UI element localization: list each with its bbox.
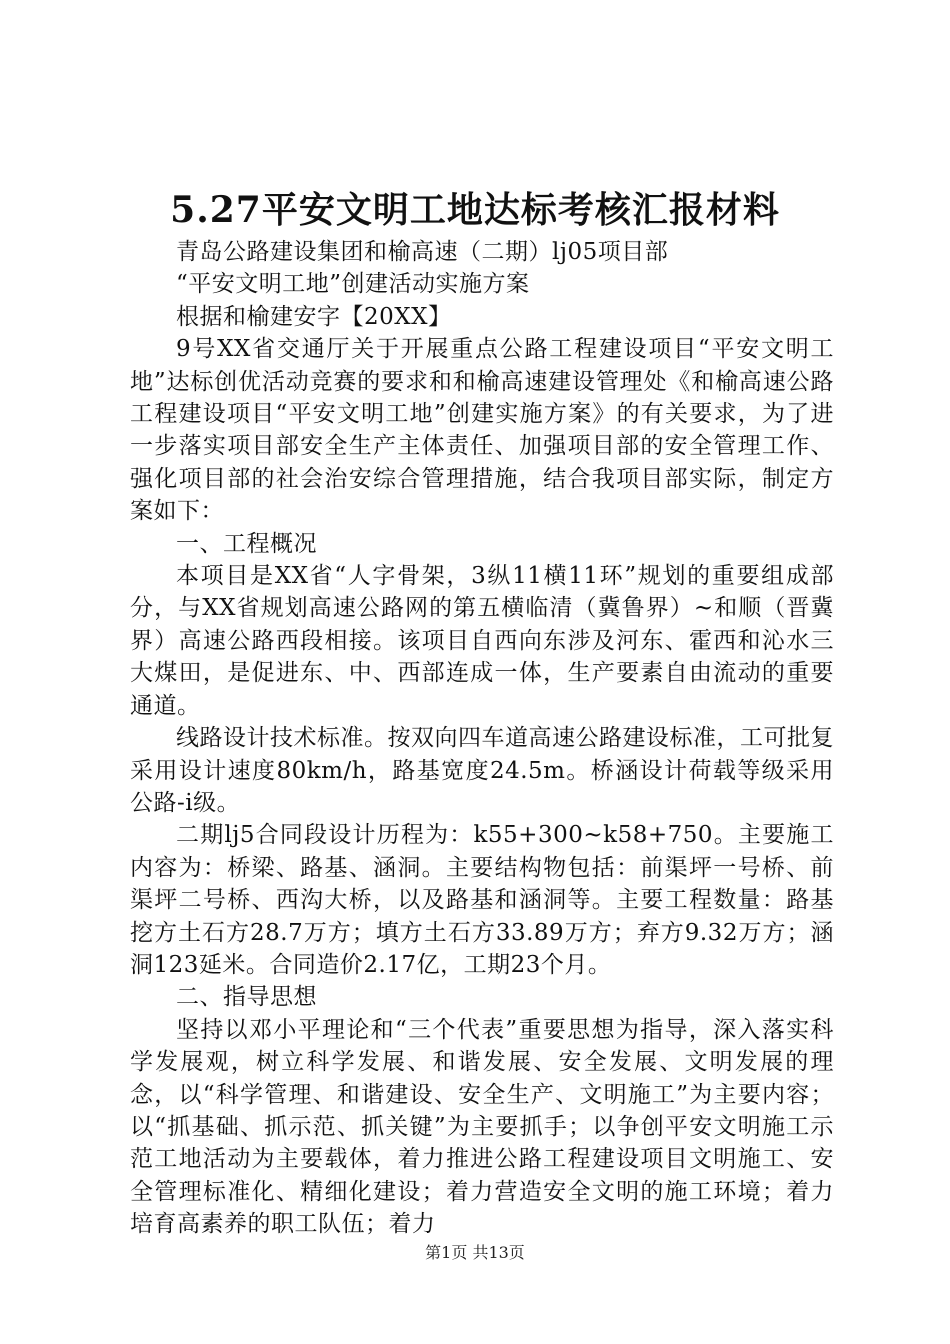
paragraph-basis: 根据和榆建安字【20XX】	[176, 303, 452, 330]
paragraph-plan-name: “平安文明工地”创建活动实施方案	[176, 271, 530, 298]
document-body	[130, 236, 834, 1241]
paragraph-standard: 线路设计技术标准。按双向四车道高速公路建设标准，工可批复采用设计速度80km/h，路基宽度24.5m。桥涵设计荷载等级采用公路-i级。	[130, 725, 834, 816]
document-title: 5.27平安文明工地达标考核汇报材料	[170, 189, 780, 231]
paragraph-guidance: 坚持以邓小平理论和“三个代表”重要思想为指导，深入落实科学发展观，树立科学发展、和谐发展、安全发展、文明发展的理念，以“科学管理、和谐建设、安全生产、文明施工”为主要内容；以“抓基础、抓示范、抓关键”为主要抓手；以争创平安文明施工示范工地活动为主要载体，着力推进公路工程建设项目文明施工、安全管理标准化、精细化建设；着力营造安全文明的施工环境；着力培育高素养的职工队伍；着力	[130, 1016, 834, 1238]
paragraph-intro: 9号XX省交通厅关于开展重点公路工程建设项目“平安文明工地”达标创优活动竞赛的要求和和榆高速建设管理处《和榆高速公路工程建设项目“平安文明工地”创建实施方案》的有关要求，为了进一步落实项目部安全生产主体责任、加强项目部的安全管理工作、强化项目部的社会治安综合管理措施，结合我项目部实际，制定方案如下：	[130, 336, 834, 525]
paragraph-project: 本项目是XX省“人字骨架，3纵11横11环”规划的重要组成部分，与XX省规划高速公路网的第五横临清（冀鲁界）~和顺（晋冀界）高速公路西段相接。该项目自西向东涉及河东、霍西和沁水三大煤田，是促进东、中、西部连成一体，生产要素自由流动的重要通道。	[130, 563, 834, 719]
page-footer: 第1页 共13页	[425, 1243, 525, 1262]
paragraph-org: 青岛公路建设集团和榆高速（二期）lj05项目部	[176, 239, 669, 265]
section-heading-overview: 一、工程概况	[176, 530, 317, 557]
section-heading-guidance: 二、指导思想	[176, 984, 317, 1011]
paragraph-contract: 二期lj5合同段设计历程为：k55+300~k58+750。主要施工内容为：桥梁、路基、涵洞。主要结构物包括：前渠坪一号桥、前渠坪二号桥、西沟大桥，以及路基和涵洞等。主要工程数量：路基挖方土石方28.7万方；填方土石方33.89万方；弃方9.32万方；涵洞123延米。合同造价2.17亿，工期23个月。	[130, 822, 834, 978]
